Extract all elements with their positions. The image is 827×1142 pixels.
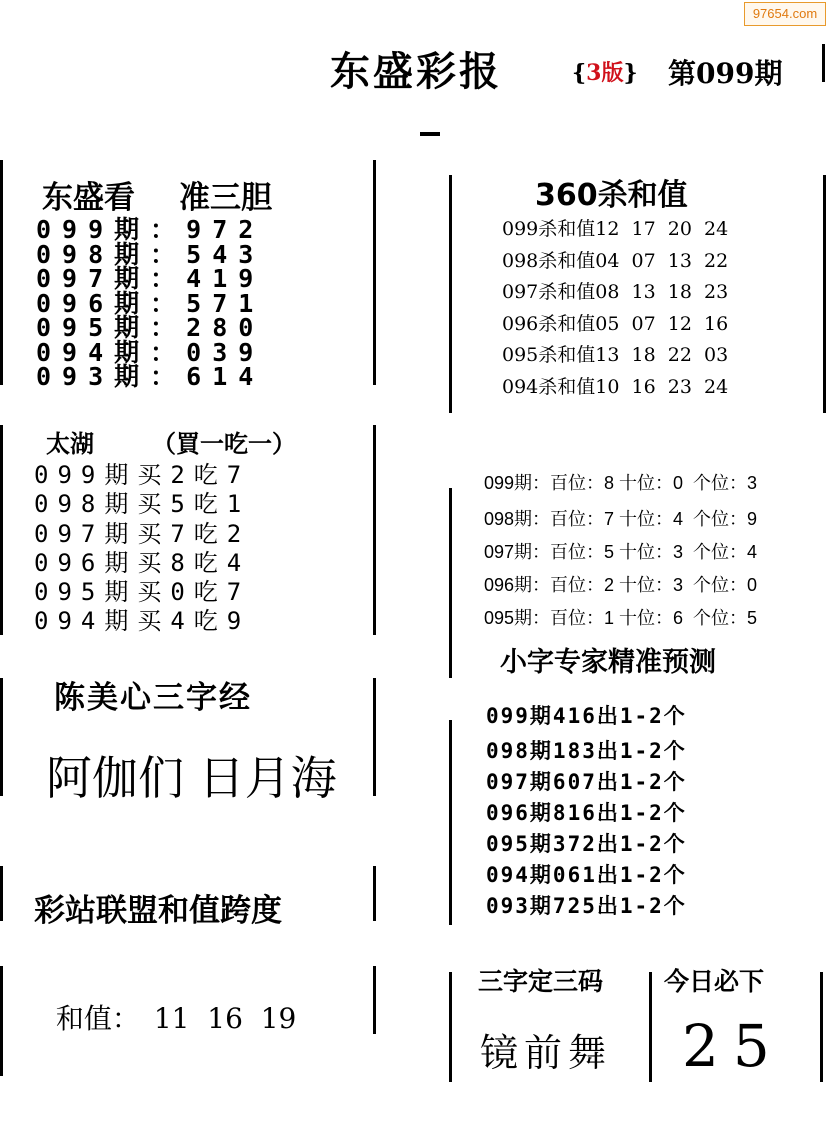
list-item: 094期061出1-2个 [486,863,687,887]
three-bold-list [36,215,265,391]
three-codes-title: 三字定三码 [478,967,604,996]
frame-line [649,972,652,1082]
frame-line [449,488,452,678]
positions-list [484,503,757,635]
frame-line [0,160,3,385]
three-codes-title-clip [478,967,646,996]
alliance-sum-values: 11 16 19 [153,1002,297,1035]
list-item: 099期买2吃7 [34,461,251,489]
frame-line [449,720,452,925]
list-item: 098期买5吃1 [34,490,251,519]
list-item: 098期183出1-2个 [486,739,687,763]
three-codes-phrase: 镜前舞 [480,1031,613,1075]
frame-line [449,175,452,413]
today-title: 今日必下 [664,967,765,996]
frame-line [373,866,376,921]
frame-line [373,966,376,1034]
chen-phrase: 阿伽们 日月海 [46,751,337,805]
positions-partial-text: 099期：百位：8 十位：0 个位：3 [484,473,758,493]
today-title-clip [664,967,814,996]
taihu-title [46,424,296,459]
frame-line [0,966,3,1076]
chen-title: 陈美心三字经 [54,680,252,716]
list-item: 094期：039 [36,337,265,367]
edition-number: 3版 [586,60,624,86]
site-watermark: 97654.com [744,2,826,26]
list-item: 099期：972 [36,215,265,244]
header-dash [420,132,440,136]
taihu-title-left: 太湖 [46,430,94,458]
issue-number: 第099期 [668,57,783,90]
frame-line [0,866,3,921]
newspaper-title: 东盛彩报 [330,49,502,95]
expert-list [486,736,687,922]
frame-line [373,678,376,796]
today-number: 25 [682,1012,784,1080]
list-item: 096杀和值05 07 12 16 [502,312,729,335]
sum-kill-list [502,214,728,403]
positions-footer-title: 小字专家精准预测 [500,647,716,678]
frame-line [823,175,826,413]
list-item: 095期372出1-2个 [486,832,687,856]
frame-line [0,678,3,796]
alliance-sum-label: 和值： [55,1002,140,1035]
expert-partial-row [486,704,806,732]
frame-line [449,972,452,1082]
three-bold-title [42,172,272,217]
frame-line [373,160,376,385]
list-item: 098期：百位：7 十位：4 个位：9 [484,509,758,529]
list-item: 097期607出1-2个 [486,770,687,794]
list-item: 095期：280 [36,313,265,342]
list-item: 096期：百位：2 十位：3 个位：0 [484,575,758,595]
taihu-list [34,461,250,637]
three-bold-title-tail: 准三胆 [179,180,272,216]
frame-line [820,972,823,1082]
expert-partial-text: 099期416出1-2个 [486,704,687,728]
list-item: 093期725出1-2个 [486,894,687,918]
list-item: 095杀和值13 18 22 03 [502,344,729,366]
edition-brace-left: { [572,60,587,86]
list-item: 097杀和值08 13 18 23 [502,281,729,303]
list-item: 095期买0吃7 [34,578,251,607]
list-item: 097期：百位：5 十位：3 个位：4 [484,542,758,562]
frame-line [0,425,3,635]
list-item: 098期：543 [36,239,265,269]
list-item: 096期：571 [36,288,265,318]
list-item: 096期买8吃4 [34,548,251,577]
alliance-sum-row [38,964,296,1037]
list-item: 093期：614 [36,362,265,391]
list-item: 096期816出1-2个 [486,801,687,825]
edition-label [572,56,638,87]
list-item: 099杀和值12 17 20 24 [502,218,729,240]
list-item: 098杀和值04 07 13 22 [502,249,729,272]
list-item: 094杀和值10 16 23 24 [502,375,729,398]
list-item: 097期：419 [36,264,265,293]
frame-line [373,425,376,635]
edition-brace-right: } [623,60,638,86]
list-item: 095期：百位：1 十位：6 个位：5 [484,608,758,628]
three-bold-title-head: 东盛看 [42,180,135,216]
list-item: 094期买4吃9 [34,607,251,636]
alliance-title: 彩站联盟和值跨度 [34,893,282,929]
header-rule [822,44,825,82]
positions-partial-row [484,473,814,500]
taihu-title-right: （買一吃一） [152,430,296,458]
list-item: 097期买7吃2 [34,519,251,548]
sum-kill-title: 360杀和值 [535,178,688,213]
